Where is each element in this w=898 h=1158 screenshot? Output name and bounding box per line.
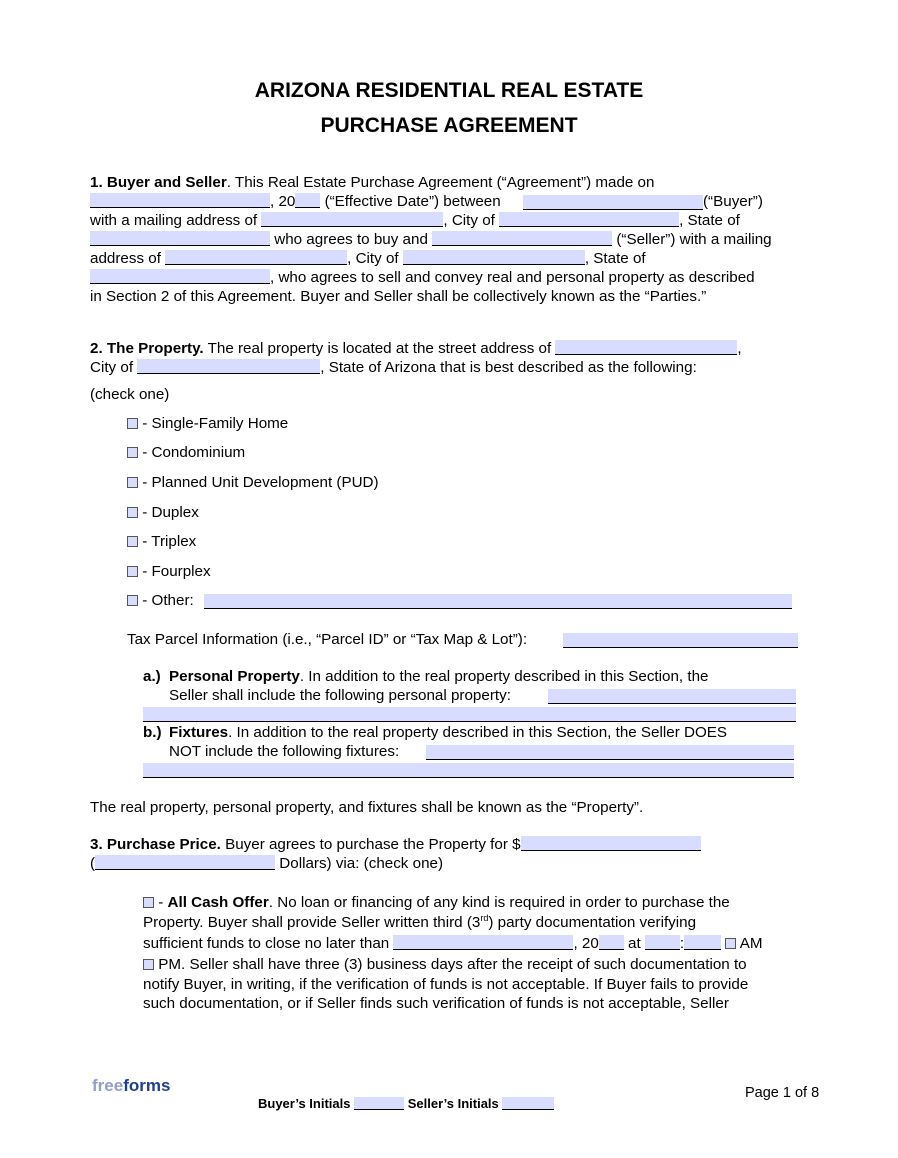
agreement-date-field[interactable]	[90, 193, 270, 208]
pm-checkbox[interactable]	[143, 959, 154, 970]
buyer-name-field[interactable]	[523, 195, 703, 210]
freeforms-logo: freeforms	[92, 1076, 171, 1095]
tax-parcel-field[interactable]	[563, 633, 798, 648]
fixtures-heading: Fixtures	[169, 724, 229, 741]
document-title-line1: ARIZONA RESIDENTIAL REAL ESTATE	[254, 79, 644, 102]
all-cash-checkbox[interactable]	[143, 897, 154, 908]
triplex-checkbox[interactable]	[127, 536, 138, 547]
funds-deadline-minute-field[interactable]	[684, 935, 721, 950]
property-city-field[interactable]	[137, 359, 320, 374]
buyer-state-field[interactable]	[90, 231, 270, 246]
other-description-field[interactable]	[204, 594, 792, 609]
item-b-label: b.)	[143, 724, 162, 741]
item-a-label: a.)	[143, 668, 161, 685]
buyer-initials-field[interactable]	[354, 1097, 404, 1110]
tax-parcel-label: Tax Parcel Information (i.e., “Parcel ID” or “Tax Map & Lot”):	[127, 631, 528, 648]
am-checkbox[interactable]	[725, 938, 736, 949]
fixtures-field-1[interactable]	[426, 745, 794, 760]
initials-bar	[258, 1096, 554, 1111]
option-other: - Other:	[127, 591, 194, 610]
all-cash-heading: All Cash Offer	[167, 894, 269, 911]
duplex-checkbox[interactable]	[127, 507, 138, 518]
condominium-checkbox[interactable]	[127, 447, 138, 458]
option-condominium: - Condominium	[127, 443, 245, 462]
agreement-year-field[interactable]	[295, 193, 320, 208]
buyer-initials-label: Buyer’s Initials	[258, 1096, 351, 1111]
option-duplex: - Duplex	[127, 503, 199, 522]
check-one-label: (check one)	[90, 386, 170, 403]
seller-initials-label: Seller’s Initials	[407, 1096, 499, 1111]
funds-deadline-hour-field[interactable]	[645, 935, 680, 950]
seller-name-field[interactable]	[432, 231, 612, 246]
page-number: Page 1 of 8	[745, 1085, 820, 1101]
seller-initials-field[interactable]	[502, 1097, 554, 1110]
pud-checkbox[interactable]	[127, 477, 138, 488]
funds-deadline-year-field[interactable]	[599, 935, 624, 950]
funds-deadline-date-field[interactable]	[393, 935, 573, 950]
buyer-city-field[interactable]	[499, 212, 679, 227]
fourplex-checkbox[interactable]	[127, 566, 138, 577]
other-checkbox[interactable]	[127, 595, 138, 606]
section-1-heading: 1. Buyer and Seller	[90, 174, 227, 191]
personal-property-heading: Personal Property	[169, 668, 300, 685]
single-family-checkbox[interactable]	[127, 418, 138, 429]
seller-city-field[interactable]	[403, 250, 585, 265]
seller-state-field[interactable]	[90, 269, 270, 284]
property-definition: The real property, personal property, and fixtures shall be known as the “Property”.	[90, 799, 644, 816]
option-fourplex: - Fourplex	[127, 562, 211, 581]
purchase-price-field[interactable]	[521, 836, 701, 851]
seller-address-field[interactable]	[165, 250, 347, 265]
fixtures-field-2[interactable]	[143, 763, 794, 778]
option-pud: - Planned Unit Development (PUD)	[127, 473, 379, 492]
purchase-price-words-field[interactable]	[95, 855, 275, 870]
buyer-address-field[interactable]	[261, 212, 443, 227]
section-2-heading: 2. The Property.	[90, 340, 204, 357]
option-triplex: - Triplex	[127, 532, 196, 551]
personal-property-field-1[interactable]	[548, 689, 796, 704]
document-title-line2: PURCHASE AGREEMENT	[320, 114, 578, 137]
section-3-heading: 3. Purchase Price.	[90, 836, 221, 853]
personal-property-field-2[interactable]	[143, 707, 796, 722]
option-single-family: - Single-Family Home	[127, 414, 288, 433]
property-street-field[interactable]	[555, 340, 737, 355]
